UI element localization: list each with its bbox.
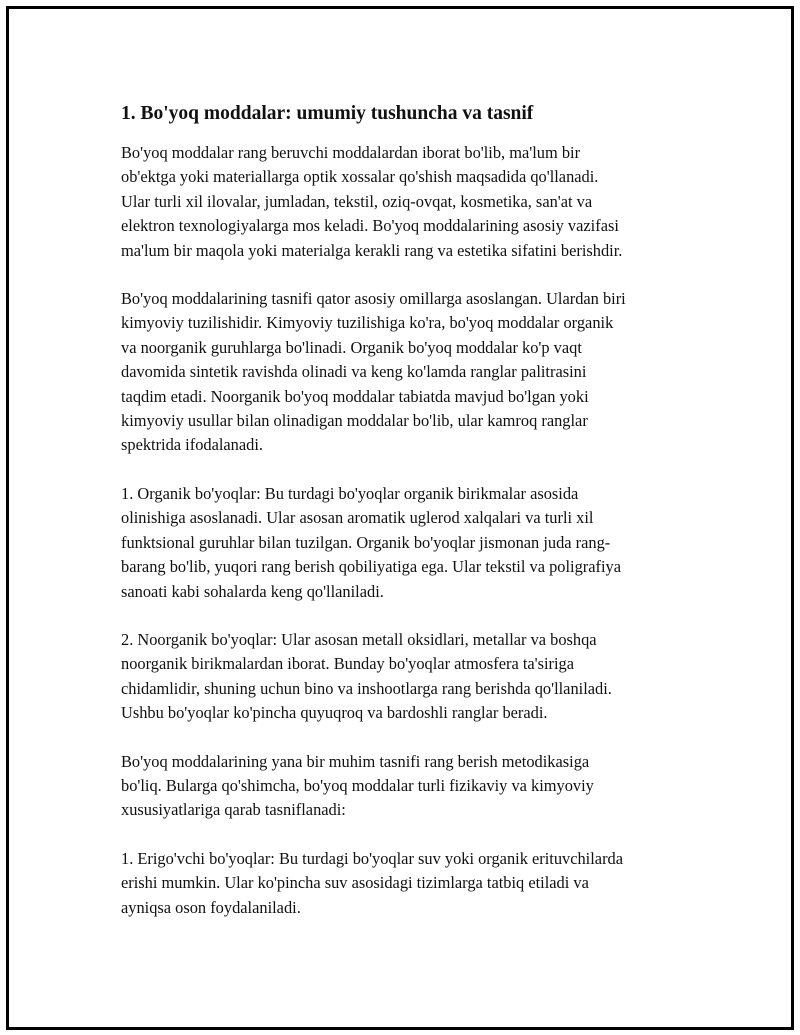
text-line: ma'lum bir maqola yoki materialga kerakli rang va estetika sifatini berishdir. [121, 240, 623, 260]
text-line: xususiyatlariga qarab tasniflanadi: [121, 800, 346, 820]
text-line: sanoati kabi sohalarda keng qo'llaniladi. [121, 581, 384, 601]
paragraph-soluble-dyes [121, 847, 691, 920]
paragraph-organic-dyes [121, 482, 691, 604]
text-line: va noorganik guruhlarga bo'linadi. Organik bo'yoq moddalar ko'p vaqt [121, 337, 582, 357]
text-line: spektrida ifodalanadi. [121, 435, 264, 455]
text-line: 1. Organik bo'yoqlar: Bu turdagi bo'yoqlar organik birikmalar asosida [121, 483, 579, 503]
text-line: chidamlidir, shuning uchun bino va inshootlarga rang berishda qo'llaniladi. [121, 678, 612, 698]
page-frame [6, 6, 794, 1030]
document-body [121, 101, 691, 944]
text-line: Ular turli xil ilovalar, jumladan, tekstil, oziq-ovqat, kosmetika, san'at va [121, 191, 593, 211]
text-line: 2. Noorganik bo'yoqlar: Ular asosan metall oksidlari, metallar va boshqa [121, 629, 597, 649]
text-line: barang bo'lib, yuqori rang berish qobiliyatiga ega. Ular tekstil va poligrafiya [121, 557, 621, 577]
text-line: olinishiga asoslanadi. Ular asosan aromatik uglerod xalqalari va turli xil [121, 508, 594, 528]
text-line: bo'liq. Bularga qo'shimcha, bo'yoq moddalar turli fizikaviy va kimyoviy [121, 775, 594, 795]
paragraph-inorganic-dyes [121, 628, 691, 726]
text-line: Bo'yoq moddalarining tasnifi qator asosiy omillarga asoslangan. Ulardan biri [121, 289, 626, 309]
text-line: 1. Erigo'vchi bo'yoqlar: Bu turdagi bo'yoqlar suv yoki organik erituvchilarda [121, 848, 623, 868]
paragraph-intro [121, 141, 691, 263]
paragraph-classification [121, 287, 691, 458]
document-title: 1. Bo'yoq moddalar: umumiy tushuncha va tasnif [121, 103, 534, 124]
text-line: kimyoviy usullar bilan olinadigan moddalar bo'lib, ular kamroq ranglar [121, 411, 588, 431]
text-line: Bo'yoq moddalar rang beruvchi moddalardan iborat bo'lib, ma'lum bir [121, 143, 581, 162]
text-line: kimyoviy tuzilishidir. Kimyoviy tuzilishiga ko'ra, bo'yoq moddalar organik [121, 313, 614, 333]
text-line: Bo'yoq moddalarining yana bir muhim tasnifi rang berish metodikasiga [121, 751, 590, 771]
text-line: elektron texnologiyalarga mos keladi. Bo'yoq moddalarining asosiy vazifasi [121, 216, 619, 236]
text-line: taqdim etadi. Noorganik bo'yoq moddalar tabiatda mavjud bo'lgan yoki [121, 386, 589, 406]
text-line: erishi mumkin. Ular ko'pincha suv asosidagi tizimlarga tatbiq etiladi va [121, 873, 589, 893]
text-line: Ushbu bo'yoqlar ko'pincha quyuqroq va bardoshli ranglar beradi. [121, 703, 548, 723]
text-line: funktsional guruhlar bilan tuzilgan. Organik bo'yoqlar jismonan juda rang- [121, 532, 611, 552]
text-line: davomida sintetik ravishda olinadi va keng ko'lamda ranglar palitrasini [121, 362, 587, 382]
text-line: ob'ektga yoki materiallarga optik xossalar qo'shish maqsadida qo'llanadi. [121, 167, 599, 187]
paragraph-coloring-method [121, 750, 691, 823]
text-line: noorganik birikmalardan iborat. Bunday bo'yoqlar atmosfera ta'siriga [121, 654, 575, 674]
text-line: ayniqsa oson foydalaniladi. [121, 897, 301, 917]
